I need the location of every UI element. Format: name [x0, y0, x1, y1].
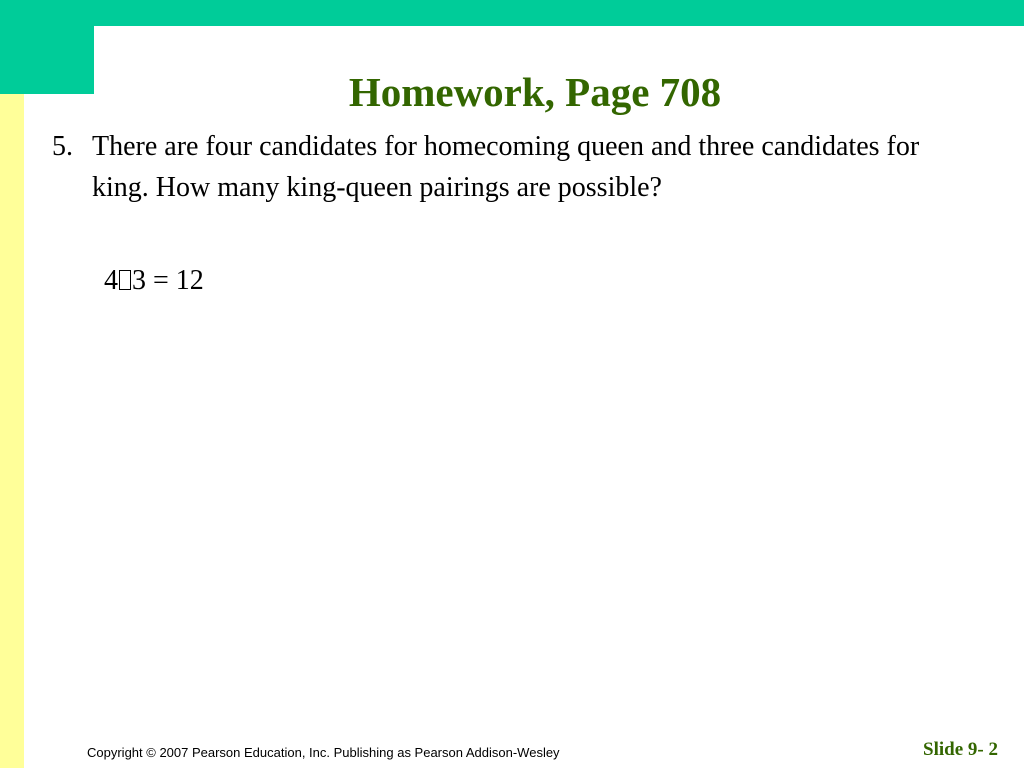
problem-number: 5.: [52, 131, 73, 162]
footer-copyright: Copyright © 2007 Pearson Education, Inc. Publishing as Pearson Addison-Wesley: [87, 745, 560, 760]
side-accent-bar: [0, 94, 24, 768]
missing-glyph-box-icon: [119, 270, 131, 290]
slide-number: Slide 9- 2: [923, 739, 998, 760]
math-left-operand: 4: [104, 265, 118, 296]
math-equation: [104, 263, 204, 299]
slide-title: Homework, Page 708: [348, 69, 722, 115]
corner-accent-block: [0, 0, 94, 94]
problem-item: [52, 126, 922, 208]
top-accent-bar: [0, 0, 1024, 26]
problem-text: There are four candidates for homecoming queen and three candidates for king. How many king-queen pairings are possible?: [92, 131, 920, 203]
math-equals-sign: =: [153, 265, 169, 296]
math-result: 12: [175, 265, 204, 296]
math-right-operand: 3: [132, 265, 146, 296]
